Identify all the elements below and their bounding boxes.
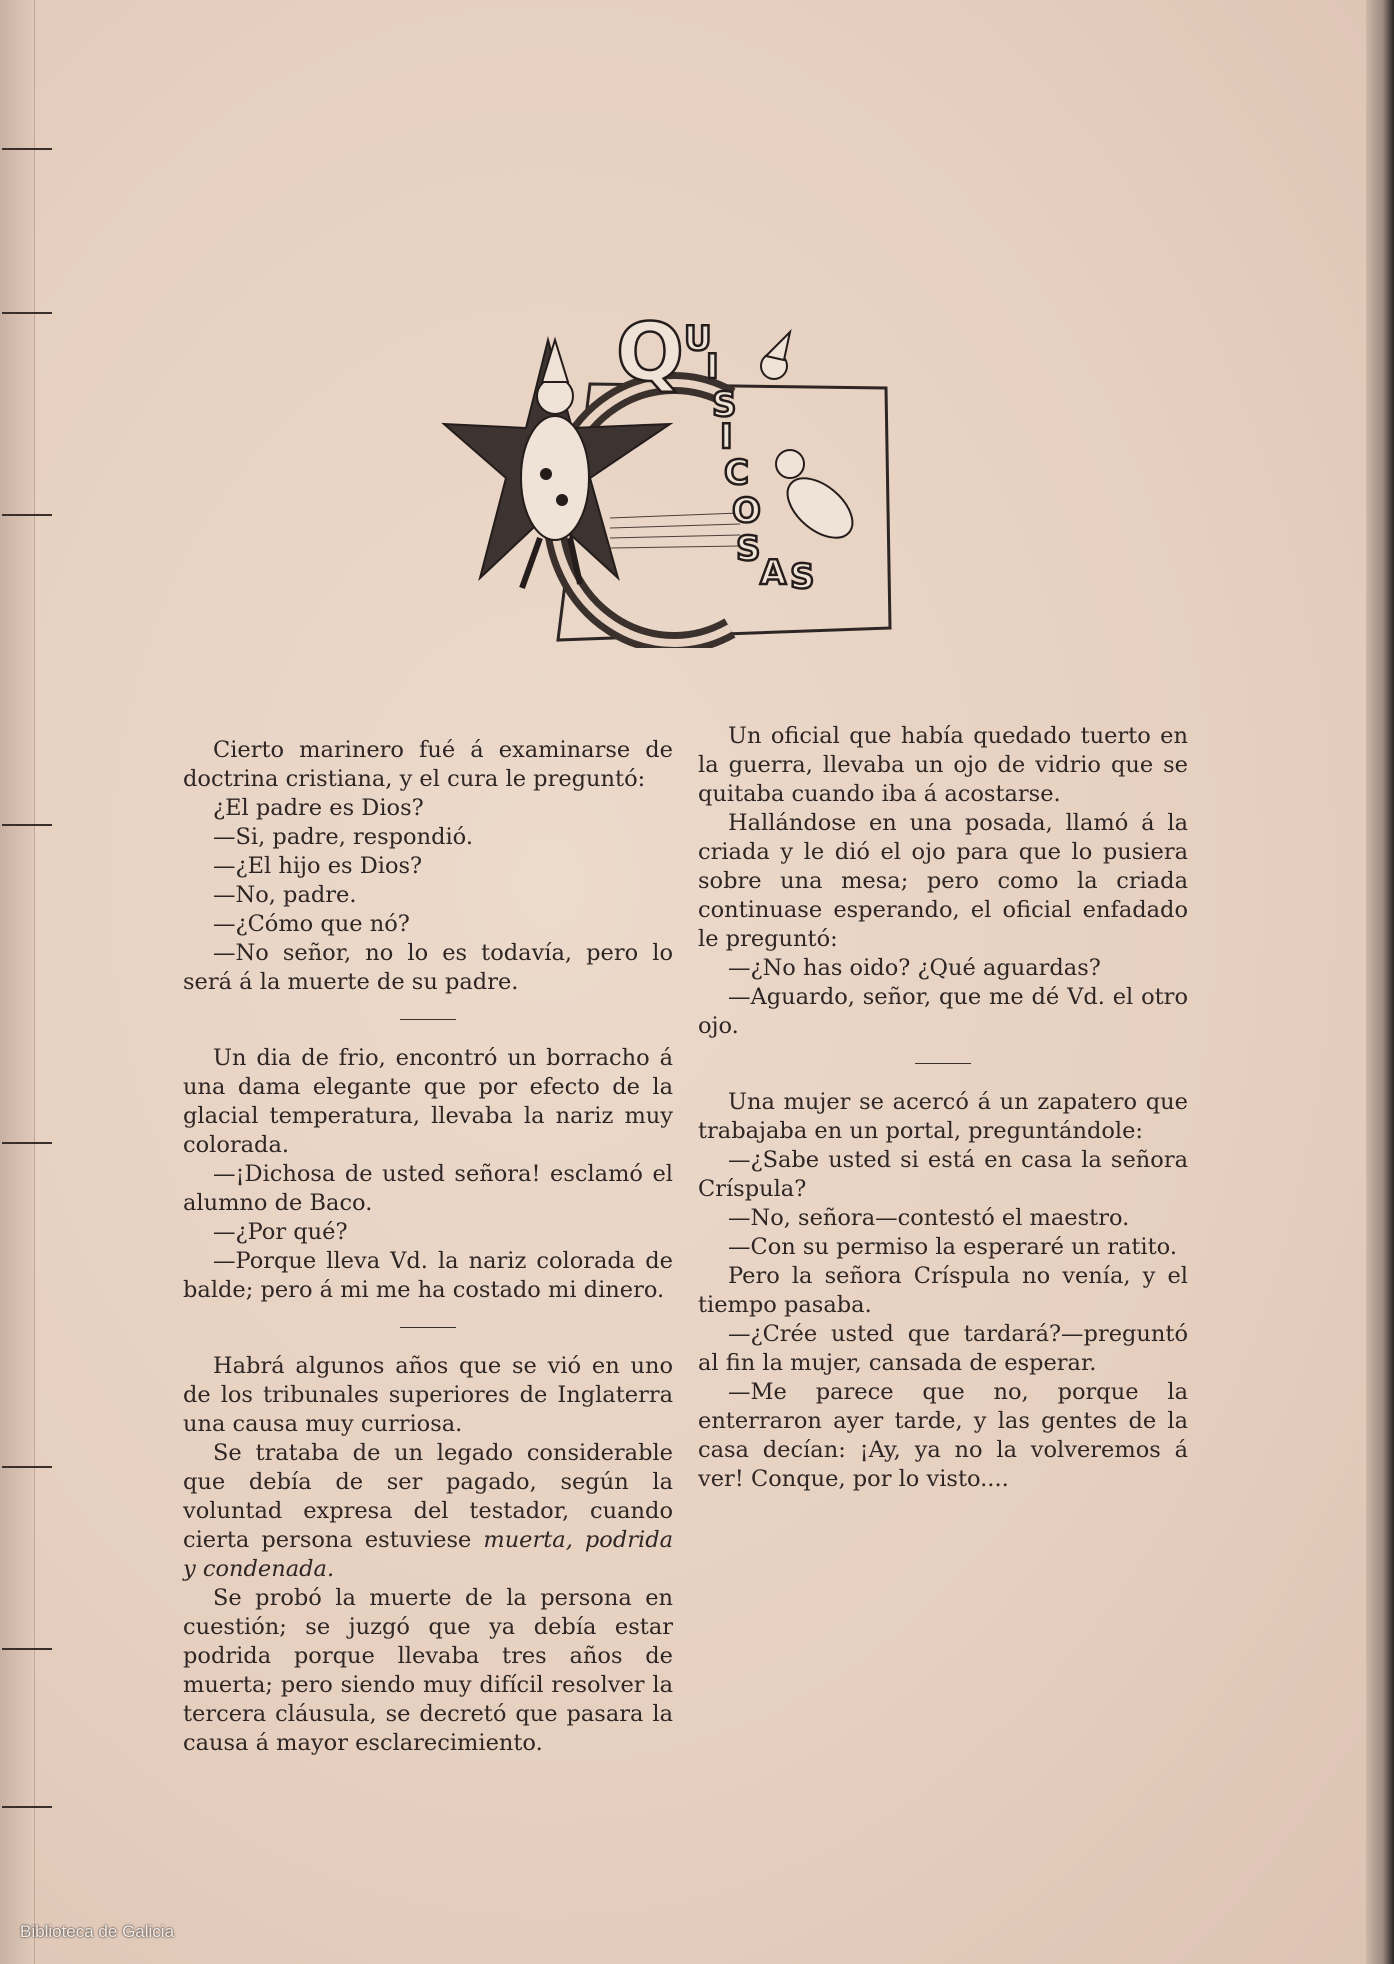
page-edge (1366, 0, 1394, 1964)
binding-stitch (2, 1142, 52, 1144)
dialogue-line: —¿Por qué? (213, 1219, 348, 1245)
binding-stitch (2, 148, 52, 150)
dialogue-line: —No, señora—contestó el maestro. (728, 1205, 1130, 1231)
logo-letter: S (712, 385, 737, 425)
dialogue-line: —Si, padre, respondió. (213, 824, 473, 850)
dialogue-line: —¿El hijo es Dios? (213, 853, 423, 879)
binding-stitch (2, 1466, 52, 1468)
binding-stitch (2, 1806, 52, 1808)
section-separator (400, 1327, 456, 1328)
article-legacy (183, 1352, 673, 1758)
logo-letter: S (790, 557, 815, 597)
logo-letter: C (724, 453, 749, 493)
binding-stitch (2, 514, 52, 516)
dialogue-line: —¿Sabe usted si está en casa la señora Críspula? (698, 1147, 1188, 1202)
dialogue-line: —¿Crée usted que tardará?—preguntó al fin la mujer, cansada de esperar. (698, 1321, 1188, 1376)
dialogue-line: —Me parece que no, porque la enterraron ayer tarde, y las gentes de la casa decían: ¡Ay, ya no la volveremos á ver! Conque, por lo visto.... (698, 1379, 1188, 1492)
logo-letter: Q (616, 306, 685, 399)
binding-stitch (2, 312, 52, 314)
article-glass-eye (698, 722, 1188, 1041)
dialogue-line: —Aguardo, señor, que me dé Vd. el otro ojo. (698, 984, 1188, 1039)
dialogue-line: —¡Dichosa de usted señora! esclamó el alumno de Baco. (183, 1161, 673, 1216)
paragraph: Una mujer se acercó á un zapatero que trabajaba en un portal, preguntándole: (698, 1089, 1188, 1144)
paragraph: Hallándose en una posada, llamó á la criada y le dió el ojo para que lo pusiera sobre una mesa; pero como la criada continuase esperando, el oficial enfadado le preguntó: (698, 810, 1188, 952)
paragraph: Cierto marinero fué á examinarse de doctrina cristiana, y el cura le preguntó: (183, 737, 673, 792)
logo-letter: U (684, 319, 712, 359)
paragraph: Pero la señora Críspula no venía, y el tiempo pasaba. (698, 1263, 1188, 1318)
logo-letter: I (706, 347, 719, 387)
dialogue-line: —¿No has oido? ¿Qué aguardas? (728, 955, 1101, 981)
article-shoemaker (698, 1088, 1188, 1494)
dialogue-line: —¿Cómo que nó? (213, 911, 410, 937)
binding-stitch (2, 1648, 52, 1650)
paragraph: Se probó la muerte de la persona en cuestión; se juzgó que ya debía estar podrida porque llevaba tres años de muerta; pero siendo muy difícil resolver la tercera cláusula, se decretó que pasara la causa á mayor esclarecimiento. (183, 1585, 673, 1756)
logo-letter: I (720, 417, 733, 457)
quisicosas-logo (440, 288, 920, 648)
right-column (698, 722, 1188, 1494)
paragraph-text: Se trataba de un legado considerable que debía de ser pagado, según la voluntad expresa del testador, cuando cierta persona estuviese (183, 1440, 673, 1553)
dialogue-line: ¿El padre es Dios? (213, 795, 424, 821)
article-catechism (183, 736, 673, 997)
binding-stitch (2, 824, 52, 826)
dialogue-line: —Porque lleva Vd. la nariz colorada de balde; pero á mi me ha costado mi dinero. (183, 1248, 673, 1303)
logo-letter: S (736, 529, 761, 569)
source-watermark: Biblioteca de Galicia (20, 1922, 175, 1941)
left-column (183, 736, 673, 1758)
binding-margin (0, 0, 35, 1964)
paragraph: Un dia de frio, encontró un borracho á una dama elegante que por efecto de la glacial temperatura, llevaba la nariz muy colorada. (183, 1045, 673, 1158)
dialogue-line: —No, padre. (213, 882, 357, 908)
italic-phrase: muerta, podrida y condenada. (183, 1527, 674, 1582)
paragraph: Un oficial que había quedado tuerto en la guerra, llevaba un ojo de vidrio que se quitaba cuando iba á acostarse. (698, 723, 1188, 807)
logo-letter: A (760, 553, 787, 593)
paragraph: Habrá algunos años que se vió en uno de los tribunales superiores de Inglaterra una causa muy curriosa. (183, 1353, 673, 1437)
section-separator (400, 1019, 456, 1020)
paragraph (183, 1439, 673, 1584)
dialogue-line: —Con su permiso la esperaré un ratito. (728, 1234, 1177, 1260)
dialogue-line: —No señor, no lo es todavía, pero lo será á la muerte de su padre. (183, 940, 673, 995)
logo-letter: O (732, 491, 761, 531)
article-drunkard (183, 1044, 673, 1305)
section-separator (915, 1063, 971, 1064)
